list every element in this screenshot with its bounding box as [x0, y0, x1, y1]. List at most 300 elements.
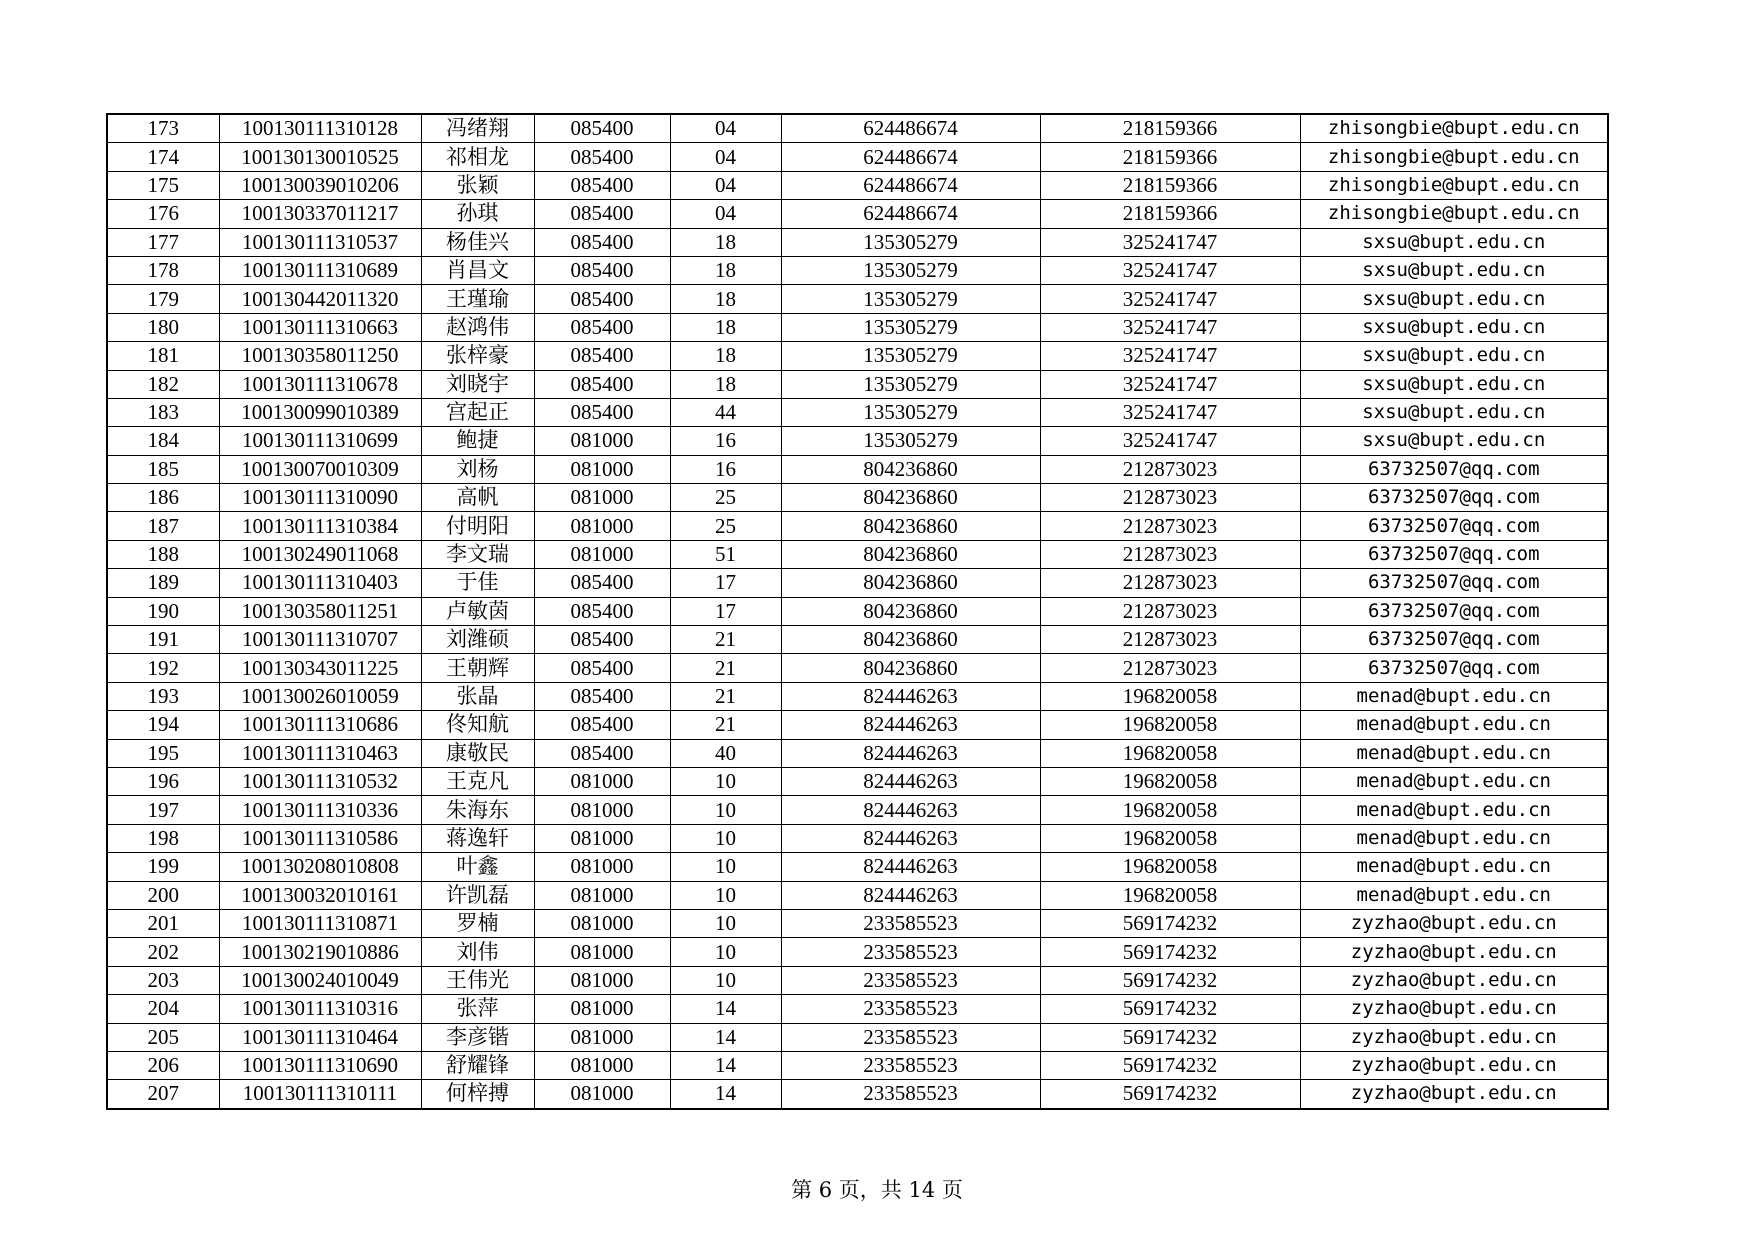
cell-email: menad@bupt.edu.cn	[1300, 682, 1608, 710]
cell-contact-number-2: 212873023	[1040, 597, 1300, 625]
cell-email: zyzhao@bupt.edu.cn	[1300, 1080, 1608, 1109]
cell-direction-code: 21	[670, 711, 781, 739]
table-row	[107, 455, 1608, 483]
cell-direction-code: 17	[670, 597, 781, 625]
table-row	[107, 370, 1608, 398]
cell-contact-number-1: 233585523	[781, 909, 1040, 937]
cell-serial-number: 188	[107, 540, 219, 568]
cell-student-name: 李彦锴	[421, 1023, 534, 1051]
cell-email: menad@bupt.edu.cn	[1300, 739, 1608, 767]
cell-exam-id: 100130111310111	[219, 1080, 421, 1109]
cell-direction-code: 10	[670, 938, 781, 966]
table-row	[107, 995, 1608, 1023]
cell-serial-number: 186	[107, 484, 219, 512]
cell-contact-number-2: 196820058	[1040, 711, 1300, 739]
cell-email: zyzhao@bupt.edu.cn	[1300, 966, 1608, 994]
cell-exam-id: 100130032010161	[219, 881, 421, 909]
cell-serial-number: 181	[107, 342, 219, 370]
table-row	[107, 739, 1608, 767]
cell-student-name: 张颖	[421, 171, 534, 199]
cell-exam-id: 100130442011320	[219, 285, 421, 313]
cell-student-name: 孙琪	[421, 200, 534, 228]
cell-major-code: 085400	[534, 739, 670, 767]
cell-student-name: 朱海东	[421, 796, 534, 824]
cell-major-code: 085400	[534, 398, 670, 426]
cell-serial-number: 198	[107, 824, 219, 852]
cell-email: zyzhao@bupt.edu.cn	[1300, 995, 1608, 1023]
cell-contact-number-2: 569174232	[1040, 938, 1300, 966]
cell-email: 63732507@qq.com	[1300, 626, 1608, 654]
cell-email: sxsu@bupt.edu.cn	[1300, 228, 1608, 256]
cell-direction-code: 16	[670, 427, 781, 455]
table-row	[107, 767, 1608, 795]
cell-direction-code: 21	[670, 682, 781, 710]
table-row	[107, 540, 1608, 568]
cell-contact-number-2: 569174232	[1040, 909, 1300, 937]
cell-serial-number: 195	[107, 739, 219, 767]
table-row	[107, 966, 1608, 994]
table-row	[107, 824, 1608, 852]
cell-contact-number-2: 212873023	[1040, 569, 1300, 597]
cell-contact-number-1: 804236860	[781, 569, 1040, 597]
cell-direction-code: 04	[670, 114, 781, 143]
table-row	[107, 313, 1608, 341]
cell-contact-number-2: 196820058	[1040, 824, 1300, 852]
cell-serial-number: 178	[107, 256, 219, 284]
cell-exam-id: 100130111310707	[219, 626, 421, 654]
cell-exam-id: 100130111310128	[219, 114, 421, 143]
cell-contact-number-1: 804236860	[781, 455, 1040, 483]
table-row	[107, 342, 1608, 370]
cell-exam-id: 100130099010389	[219, 398, 421, 426]
cell-contact-number-1: 824446263	[781, 881, 1040, 909]
table-row	[107, 256, 1608, 284]
cell-email: 63732507@qq.com	[1300, 540, 1608, 568]
cell-direction-code: 10	[670, 796, 781, 824]
cell-email: zhisongbie@bupt.edu.cn	[1300, 171, 1608, 199]
cell-contact-number-2: 325241747	[1040, 256, 1300, 284]
cell-major-code: 085400	[534, 711, 670, 739]
cell-direction-code: 10	[670, 966, 781, 994]
page-footer	[0, 1174, 1754, 1204]
cell-contact-number-1: 804236860	[781, 512, 1040, 540]
cell-exam-id: 100130219010886	[219, 938, 421, 966]
cell-email: 63732507@qq.com	[1300, 654, 1608, 682]
cell-direction-code: 14	[670, 995, 781, 1023]
cell-exam-id: 100130249011068	[219, 540, 421, 568]
cell-email: zhisongbie@bupt.edu.cn	[1300, 143, 1608, 171]
cell-contact-number-2: 212873023	[1040, 455, 1300, 483]
table-row	[107, 398, 1608, 426]
cell-serial-number: 190	[107, 597, 219, 625]
cell-major-code: 085400	[534, 370, 670, 398]
table-row	[107, 228, 1608, 256]
cell-serial-number: 205	[107, 1023, 219, 1051]
cell-exam-id: 100130111310678	[219, 370, 421, 398]
cell-serial-number: 207	[107, 1080, 219, 1109]
cell-serial-number: 201	[107, 909, 219, 937]
cell-student-name: 鲍捷	[421, 427, 534, 455]
cell-student-name: 张萍	[421, 995, 534, 1023]
cell-exam-id: 100130026010059	[219, 682, 421, 710]
table-row	[107, 171, 1608, 199]
cell-student-name: 刘晓宇	[421, 370, 534, 398]
cell-direction-code: 10	[670, 824, 781, 852]
cell-exam-id: 100130358011251	[219, 597, 421, 625]
cell-direction-code: 51	[670, 540, 781, 568]
cell-exam-id: 100130070010309	[219, 455, 421, 483]
cell-direction-code: 04	[670, 171, 781, 199]
page-number-text: 第 6 页，共 14 页	[791, 1178, 963, 1202]
cell-major-code: 081000	[534, 853, 670, 881]
cell-contact-number-1: 135305279	[781, 285, 1040, 313]
cell-direction-code: 14	[670, 1023, 781, 1051]
cell-exam-id: 100130111310537	[219, 228, 421, 256]
table-row	[107, 1051, 1608, 1079]
cell-direction-code: 18	[670, 313, 781, 341]
cell-serial-number: 184	[107, 427, 219, 455]
cell-direction-code: 16	[670, 455, 781, 483]
cell-contact-number-1: 624486674	[781, 114, 1040, 143]
cell-exam-id: 100130111310403	[219, 569, 421, 597]
cell-direction-code: 18	[670, 342, 781, 370]
cell-email: zyzhao@bupt.edu.cn	[1300, 1051, 1608, 1079]
table-row	[107, 1023, 1608, 1051]
cell-serial-number: 191	[107, 626, 219, 654]
cell-contact-number-2: 325241747	[1040, 398, 1300, 426]
cell-direction-code: 10	[670, 881, 781, 909]
cell-major-code: 081000	[534, 767, 670, 795]
cell-contact-number-2: 212873023	[1040, 512, 1300, 540]
cell-major-code: 081000	[534, 1023, 670, 1051]
cell-exam-id: 100130111310463	[219, 739, 421, 767]
cell-student-name: 付明阳	[421, 512, 534, 540]
cell-major-code: 081000	[534, 540, 670, 568]
cell-contact-number-2: 325241747	[1040, 370, 1300, 398]
cell-exam-id: 100130111310586	[219, 824, 421, 852]
cell-serial-number: 194	[107, 711, 219, 739]
cell-direction-code: 14	[670, 1080, 781, 1109]
table-row	[107, 909, 1608, 937]
cell-serial-number: 189	[107, 569, 219, 597]
cell-exam-id: 100130111310532	[219, 767, 421, 795]
cell-contact-number-2: 325241747	[1040, 342, 1300, 370]
cell-contact-number-2: 218159366	[1040, 171, 1300, 199]
cell-contact-number-1: 804236860	[781, 484, 1040, 512]
cell-contact-number-1: 233585523	[781, 1023, 1040, 1051]
cell-direction-code: 04	[670, 200, 781, 228]
cell-contact-number-2: 325241747	[1040, 285, 1300, 313]
cell-student-name: 王朝辉	[421, 654, 534, 682]
cell-contact-number-1: 233585523	[781, 966, 1040, 994]
table-row	[107, 285, 1608, 313]
cell-contact-number-1: 233585523	[781, 1080, 1040, 1109]
cell-email: sxsu@bupt.edu.cn	[1300, 370, 1608, 398]
cell-student-name: 罗楠	[421, 909, 534, 937]
cell-contact-number-2: 196820058	[1040, 767, 1300, 795]
cell-major-code: 081000	[534, 796, 670, 824]
cell-major-code: 085400	[534, 342, 670, 370]
cell-contact-number-1: 824446263	[781, 767, 1040, 795]
cell-exam-id: 100130039010206	[219, 171, 421, 199]
cell-email: menad@bupt.edu.cn	[1300, 711, 1608, 739]
student-table	[106, 113, 1609, 1110]
cell-student-name: 王瑾瑜	[421, 285, 534, 313]
cell-student-name: 许凯磊	[421, 881, 534, 909]
table-row	[107, 114, 1608, 143]
cell-email: 63732507@qq.com	[1300, 484, 1608, 512]
cell-student-name: 刘潍硕	[421, 626, 534, 654]
cell-serial-number: 177	[107, 228, 219, 256]
cell-student-name: 肖昌文	[421, 256, 534, 284]
cell-email: 63732507@qq.com	[1300, 597, 1608, 625]
cell-email: sxsu@bupt.edu.cn	[1300, 256, 1608, 284]
cell-serial-number: 204	[107, 995, 219, 1023]
cell-major-code: 081000	[534, 427, 670, 455]
cell-contact-number-1: 233585523	[781, 995, 1040, 1023]
cell-major-code: 081000	[534, 881, 670, 909]
cell-serial-number: 187	[107, 512, 219, 540]
cell-exam-id: 100130208010808	[219, 853, 421, 881]
cell-student-name: 张梓豪	[421, 342, 534, 370]
cell-email: sxsu@bupt.edu.cn	[1300, 427, 1608, 455]
cell-student-name: 赵鸿伟	[421, 313, 534, 341]
table-row	[107, 484, 1608, 512]
table-row	[107, 796, 1608, 824]
cell-exam-id: 100130111310690	[219, 1051, 421, 1079]
cell-email: menad@bupt.edu.cn	[1300, 767, 1608, 795]
cell-major-code: 085400	[534, 256, 670, 284]
cell-student-name: 卢敏茵	[421, 597, 534, 625]
cell-contact-number-1: 804236860	[781, 654, 1040, 682]
cell-exam-id: 100130024010049	[219, 966, 421, 994]
cell-email: 63732507@qq.com	[1300, 569, 1608, 597]
table-row	[107, 626, 1608, 654]
cell-direction-code: 40	[670, 739, 781, 767]
cell-student-name: 祁相龙	[421, 143, 534, 171]
cell-contact-number-2: 569174232	[1040, 1023, 1300, 1051]
cell-email: menad@bupt.edu.cn	[1300, 796, 1608, 824]
cell-student-name: 张晶	[421, 682, 534, 710]
table-row	[107, 853, 1608, 881]
cell-email: 63732507@qq.com	[1300, 512, 1608, 540]
cell-student-name: 佟知航	[421, 711, 534, 739]
cell-serial-number: 200	[107, 881, 219, 909]
cell-serial-number: 193	[107, 682, 219, 710]
cell-direction-code: 18	[670, 228, 781, 256]
cell-direction-code: 10	[670, 767, 781, 795]
cell-direction-code: 25	[670, 512, 781, 540]
cell-contact-number-1: 624486674	[781, 200, 1040, 228]
cell-contact-number-2: 569174232	[1040, 1051, 1300, 1079]
cell-contact-number-1: 824446263	[781, 682, 1040, 710]
cell-email: menad@bupt.edu.cn	[1300, 853, 1608, 881]
cell-direction-code: 18	[670, 256, 781, 284]
cell-student-name: 高帆	[421, 484, 534, 512]
cell-contact-number-1: 624486674	[781, 143, 1040, 171]
cell-major-code: 085400	[534, 682, 670, 710]
cell-exam-id: 100130111310464	[219, 1023, 421, 1051]
cell-email: zhisongbie@bupt.edu.cn	[1300, 200, 1608, 228]
cell-contact-number-1: 824446263	[781, 796, 1040, 824]
cell-serial-number: 203	[107, 966, 219, 994]
cell-serial-number: 175	[107, 171, 219, 199]
cell-major-code: 085400	[534, 313, 670, 341]
cell-serial-number: 173	[107, 114, 219, 143]
cell-student-name: 杨佳兴	[421, 228, 534, 256]
cell-exam-id: 100130111310663	[219, 313, 421, 341]
cell-direction-code: 21	[670, 626, 781, 654]
cell-major-code: 085400	[534, 569, 670, 597]
cell-serial-number: 180	[107, 313, 219, 341]
cell-direction-code: 25	[670, 484, 781, 512]
cell-major-code: 085400	[534, 285, 670, 313]
table-row	[107, 1080, 1608, 1109]
cell-student-name: 宫起正	[421, 398, 534, 426]
cell-exam-id: 100130111310689	[219, 256, 421, 284]
cell-email: zyzhao@bupt.edu.cn	[1300, 938, 1608, 966]
cell-serial-number: 174	[107, 143, 219, 171]
cell-major-code: 085400	[534, 114, 670, 143]
cell-serial-number: 179	[107, 285, 219, 313]
cell-contact-number-1: 135305279	[781, 342, 1040, 370]
cell-contact-number-1: 824446263	[781, 824, 1040, 852]
cell-student-name: 刘伟	[421, 938, 534, 966]
cell-exam-id: 100130343011225	[219, 654, 421, 682]
cell-email: menad@bupt.edu.cn	[1300, 881, 1608, 909]
cell-direction-code: 14	[670, 1051, 781, 1079]
cell-contact-number-1: 824446263	[781, 853, 1040, 881]
table-row	[107, 427, 1608, 455]
cell-major-code: 081000	[534, 512, 670, 540]
cell-direction-code: 18	[670, 370, 781, 398]
cell-contact-number-2: 218159366	[1040, 200, 1300, 228]
cell-student-name: 王伟光	[421, 966, 534, 994]
cell-contact-number-2: 212873023	[1040, 626, 1300, 654]
cell-exam-id: 100130111310336	[219, 796, 421, 824]
cell-serial-number: 202	[107, 938, 219, 966]
cell-email: sxsu@bupt.edu.cn	[1300, 398, 1608, 426]
cell-exam-id: 100130358011250	[219, 342, 421, 370]
cell-contact-number-2: 325241747	[1040, 228, 1300, 256]
table-row	[107, 569, 1608, 597]
cell-email: zyzhao@bupt.edu.cn	[1300, 909, 1608, 937]
table-row	[107, 200, 1608, 228]
cell-contact-number-2: 196820058	[1040, 682, 1300, 710]
cell-contact-number-1: 804236860	[781, 540, 1040, 568]
cell-student-name: 刘杨	[421, 455, 534, 483]
cell-serial-number: 199	[107, 853, 219, 881]
table-row	[107, 654, 1608, 682]
cell-exam-id: 100130111310871	[219, 909, 421, 937]
cell-email: sxsu@bupt.edu.cn	[1300, 285, 1608, 313]
cell-contact-number-1: 233585523	[781, 1051, 1040, 1079]
cell-major-code: 085400	[534, 626, 670, 654]
cell-major-code: 085400	[534, 654, 670, 682]
cell-contact-number-2: 196820058	[1040, 796, 1300, 824]
cell-serial-number: 206	[107, 1051, 219, 1079]
cell-student-name: 何梓搏	[421, 1080, 534, 1109]
cell-contact-number-1: 135305279	[781, 398, 1040, 426]
cell-contact-number-1: 804236860	[781, 597, 1040, 625]
cell-contact-number-1: 804236860	[781, 626, 1040, 654]
cell-student-name: 康敬民	[421, 739, 534, 767]
cell-direction-code: 10	[670, 853, 781, 881]
table-row	[107, 881, 1608, 909]
cell-serial-number: 176	[107, 200, 219, 228]
cell-email: zhisongbie@bupt.edu.cn	[1300, 114, 1608, 143]
cell-major-code: 085400	[534, 200, 670, 228]
cell-contact-number-2: 218159366	[1040, 143, 1300, 171]
cell-exam-id: 100130111310316	[219, 995, 421, 1023]
cell-contact-number-2: 569174232	[1040, 995, 1300, 1023]
cell-direction-code: 04	[670, 143, 781, 171]
cell-student-name: 于佳	[421, 569, 534, 597]
cell-email: zyzhao@bupt.edu.cn	[1300, 1023, 1608, 1051]
cell-contact-number-2: 325241747	[1040, 427, 1300, 455]
cell-contact-number-1: 824446263	[781, 711, 1040, 739]
table-row	[107, 682, 1608, 710]
cell-serial-number: 197	[107, 796, 219, 824]
cell-serial-number: 183	[107, 398, 219, 426]
cell-exam-id: 100130111310090	[219, 484, 421, 512]
cell-contact-number-2: 196820058	[1040, 853, 1300, 881]
cell-serial-number: 182	[107, 370, 219, 398]
table-body	[107, 114, 1608, 1109]
cell-major-code: 081000	[534, 484, 670, 512]
cell-direction-code: 10	[670, 909, 781, 937]
cell-contact-number-2: 212873023	[1040, 654, 1300, 682]
cell-direction-code: 17	[670, 569, 781, 597]
cell-contact-number-2: 212873023	[1040, 540, 1300, 568]
cell-major-code: 081000	[534, 824, 670, 852]
cell-contact-number-2: 196820058	[1040, 881, 1300, 909]
table-row	[107, 512, 1608, 540]
cell-contact-number-2: 325241747	[1040, 313, 1300, 341]
cell-email: menad@bupt.edu.cn	[1300, 824, 1608, 852]
cell-contact-number-2: 569174232	[1040, 966, 1300, 994]
table-row	[107, 597, 1608, 625]
cell-major-code: 081000	[534, 455, 670, 483]
table-row	[107, 938, 1608, 966]
cell-exam-id: 100130111310686	[219, 711, 421, 739]
cell-direction-code: 21	[670, 654, 781, 682]
cell-contact-number-1: 135305279	[781, 313, 1040, 341]
cell-email: sxsu@bupt.edu.cn	[1300, 313, 1608, 341]
cell-major-code: 085400	[534, 597, 670, 625]
cell-serial-number: 196	[107, 767, 219, 795]
cell-direction-code: 18	[670, 285, 781, 313]
cell-contact-number-1: 624486674	[781, 171, 1040, 199]
cell-major-code: 085400	[534, 228, 670, 256]
cell-major-code: 085400	[534, 143, 670, 171]
cell-exam-id: 100130130010525	[219, 143, 421, 171]
cell-contact-number-1: 824446263	[781, 739, 1040, 767]
cell-email: sxsu@bupt.edu.cn	[1300, 342, 1608, 370]
cell-exam-id: 100130337011217	[219, 200, 421, 228]
cell-contact-number-1: 135305279	[781, 228, 1040, 256]
cell-student-name: 蒋逸轩	[421, 824, 534, 852]
cell-contact-number-2: 218159366	[1040, 114, 1300, 143]
cell-major-code: 081000	[534, 1080, 670, 1109]
cell-contact-number-1: 135305279	[781, 256, 1040, 284]
cell-exam-id: 100130111310384	[219, 512, 421, 540]
cell-major-code: 081000	[534, 995, 670, 1023]
cell-exam-id: 100130111310699	[219, 427, 421, 455]
cell-student-name: 叶鑫	[421, 853, 534, 881]
cell-student-name: 舒耀锋	[421, 1051, 534, 1079]
cell-major-code: 085400	[534, 171, 670, 199]
